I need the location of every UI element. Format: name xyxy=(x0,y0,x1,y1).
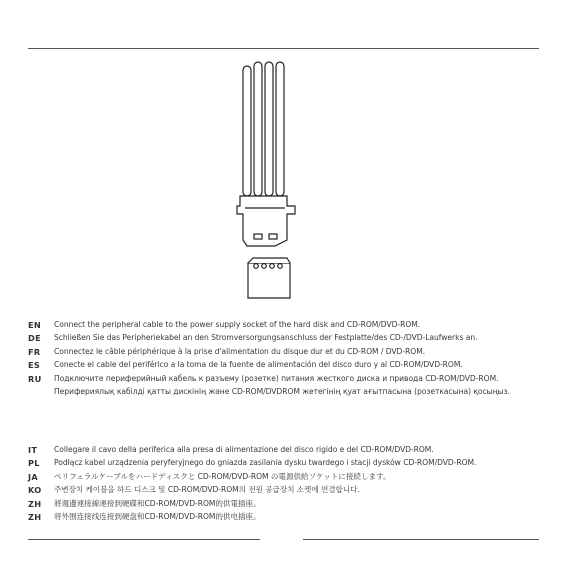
instruction-row-kk xyxy=(28,387,548,398)
top-divider xyxy=(28,48,539,49)
language-code: IT xyxy=(28,445,38,455)
language-code: RU xyxy=(28,373,42,384)
language-code: PL xyxy=(28,458,40,469)
instruction-row-ja xyxy=(28,472,548,483)
bottom-divider-right xyxy=(303,539,539,540)
instruction-text: Connectez le câble périphérique à la prise d'alimentation du disque dur et du CD-ROM / DVD-ROM. xyxy=(54,346,426,356)
instruction-row-zh-cn xyxy=(28,512,548,523)
instruction-row-de xyxy=(28,333,548,344)
instruction-row-ko xyxy=(28,485,548,496)
instruction-text: Podłącz kabel urządzenia peryferyjnego do gniazda zasilania dysku twardego i stacji dysków CD-ROM/DVD-ROM. xyxy=(54,458,477,468)
instruction-text: Перифериялық кабілді қатты дискінің және CD-ROM/DVDROM жетегінің қуат ағытпасына (розеткасына) қосыңыз. xyxy=(54,386,510,396)
instruction-row-pl xyxy=(28,458,548,469)
instruction-row-zh-tw xyxy=(28,499,548,510)
instruction-text: 将外围连接线连接到硬盘和CD-ROM/DVD-ROM的供电插座。 xyxy=(54,511,261,521)
socket-connector-icon xyxy=(248,258,290,298)
molex-connector-illustration xyxy=(225,58,315,308)
instructions-group-1 xyxy=(28,320,548,400)
instruction-text: Connect the peripheral cable to the power supply socket of the hard disk and CD-ROM/DVD-ROM. xyxy=(54,320,421,329)
instruction-text: 주변장치 케이블을 하드 디스크 및 CD-ROM/DVD-ROM의 전원 공급장치 소켓에 연결합니다. xyxy=(54,485,360,495)
instruction-text: Conecte el cable del periférico a la toma de la fuente de alimentación del disco duro y al CD-ROM/DVD-ROM. xyxy=(54,360,463,370)
language-code: ES xyxy=(28,360,41,371)
instruction-text: Schließen Sie das Peripheriekabel an den Stromversorgungsanschluss der Festplatte/des CD-/DVD-Laufwerks an. xyxy=(54,333,478,343)
language-code: EN xyxy=(28,320,42,330)
language-code: ZH xyxy=(28,498,42,509)
instruction-row-es xyxy=(28,360,548,371)
instruction-text: ペリフェラルケーブルをハードディスクと CD-ROM/DVD-ROM の電源供給ソケットに接続します。 xyxy=(54,471,391,481)
language-code: ZH xyxy=(28,511,42,522)
instruction-text: 將週邊連接線連接到硬碟和CD-ROM/DVD-ROM的供電插座。 xyxy=(54,498,261,508)
instructions-group-2 xyxy=(28,445,548,525)
instruction-text: Подключите периферийный кабель к разъему (розетке) питания жесткого диска и привода CD-ROM/DVD-ROM. xyxy=(54,373,499,383)
instruction-row-fr xyxy=(28,347,548,358)
instruction-row-en xyxy=(28,320,548,331)
language-code: FR xyxy=(28,346,41,357)
instruction-row-ru xyxy=(28,374,548,385)
language-code: JA xyxy=(28,471,38,482)
connector-plug-icon xyxy=(237,196,295,246)
instruction-text: Collegare il cavo della periferica alla presa di alimentazione del disco rigido e del CD-ROM/DVD-ROM. xyxy=(54,445,434,454)
language-code: DE xyxy=(28,333,41,344)
language-code: KO xyxy=(28,485,42,496)
instruction-row-it xyxy=(28,445,548,456)
bottom-divider-left xyxy=(28,539,260,540)
cable-wires xyxy=(243,62,284,196)
